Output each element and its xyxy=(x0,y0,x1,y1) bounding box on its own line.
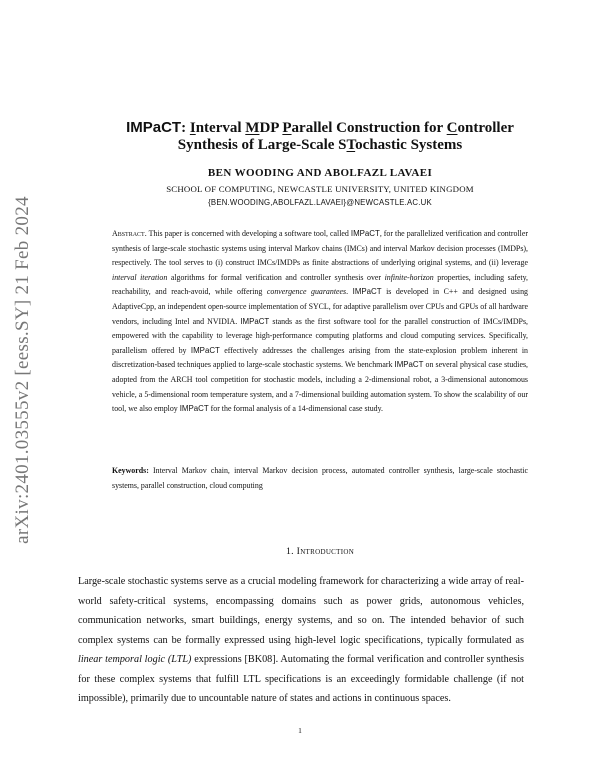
author-affiliation: SCHOOL OF COMPUTING, NEWCASTLE UNIVERSITY, UNITED KINGDOM xyxy=(166,184,474,194)
abstract-emphasis: convergence guarantees xyxy=(266,287,347,297)
abstract-label: Abstract. xyxy=(112,229,147,238)
body-text: expressions [BK08]. Automating the formal verification and controller synthesis for these complex systems that fulfill LTL specifications is an exceedingly formidable challenge (if not impossible), primarily due to uncountable nature of states and actions in continuous spaces. xyxy=(78,654,524,704)
keywords-label: Keywords: xyxy=(112,466,149,475)
abstract-text: effectively addresses the challenges arising from the state-explosion problem inherent in discretization-based techniques applied to large-scale stochastic systems. We benchmark xyxy=(112,345,528,370)
title-acronym-letter: M xyxy=(245,120,260,136)
abstract-text: . xyxy=(346,287,353,297)
title-part: nterval xyxy=(195,120,246,136)
abstract-text: is developed in C++ and designed using AdaptiveCpp, an independent open-source implementation of SYCL, for adaptive parallelism over CPUs and GPUs of all hardware vendors, including Intel and NVIDIA. xyxy=(112,287,528,326)
title-part: ontroller xyxy=(457,120,514,136)
tool-name: IMPaCT xyxy=(179,404,209,414)
title-acronym-letter: P xyxy=(282,120,292,136)
section-number: 1. xyxy=(285,546,297,557)
abstract-emphasis: interval iteration xyxy=(112,272,168,282)
abstract-text: This paper is concerned with developing a software tool, called xyxy=(146,229,351,238)
section-title: Introduction xyxy=(296,546,355,557)
page-number: 1 xyxy=(298,726,302,735)
arxiv-identifier-stamp xyxy=(8,180,38,560)
body-emphasis: linear temporal logic (LTL) xyxy=(78,654,192,665)
abstract-text: algorithms for formal verification and controller synthesis over xyxy=(167,272,385,282)
title-part: arallel Construction for xyxy=(291,120,447,136)
keywords xyxy=(112,464,528,493)
abstract-text: stands as the first software tool for the parallel construction of IMCs/IMDPs, empowered with the capability to leverage high-performance computing platforms and cloud computing services. Specifically, parallelism offered by xyxy=(112,316,528,355)
section-heading-introduction xyxy=(60,546,580,557)
title-acronym-letter: I xyxy=(189,120,196,136)
keywords-text: Interval Markov chain, interval Markov decision process, automated controller synthesis, large-scale stochastic systems, parallel construction, cloud computing xyxy=(112,466,528,490)
tool-name: IMPaCT xyxy=(394,360,424,370)
abstract xyxy=(112,227,528,417)
body-text: Large-scale stochastic systems serve as a crucial modeling framework for characterizing a wide array of real-world safety-critical systems, encompassing domains such as power grids, autonomous vehicles, communication networks, smart buildings, energy systems, and so on. The intended behavior of such complex systems can be formally expressed using high-level logic specifications, typically formulated as xyxy=(78,576,524,646)
abstract-text: properties, including safety, reachability, and reach-avoid, while offering xyxy=(112,272,528,297)
abstract-text: for the formal analysis of a 14-dimensional case study. xyxy=(208,404,384,414)
abstract-text: on several physical case studies, adopted from the ARCH tool competition for stochastic models, including a 2-dimensional robot, a 3-dimensional autonomous vehicle, a 5-dimensional room temperature system, and a 7-dimensional building automation system. To show the scalability of our tool, we also employ xyxy=(112,360,528,414)
title-part: DP xyxy=(259,120,283,136)
tool-name: IMPaCT xyxy=(240,316,270,326)
tool-name: IMPaCT xyxy=(352,287,382,297)
title-part: ochastic Systems xyxy=(355,137,463,153)
paper-title xyxy=(100,119,540,154)
tool-name: IMPaCT xyxy=(190,345,220,355)
title-part: Synthesis of Large-Scale S xyxy=(177,137,347,153)
abstract-emphasis: infinite-horizon xyxy=(384,272,434,282)
abstract-text: , for the parallelized verification and controller synthesis of large-scale stochastic systems using interval Markov chains (IMCs) and interval Markov decision processes (IMDPs), respectively. The tool serves to (i) construct IMCs/IMDPs as finite abstractions of underlying original systems, and (ii) leverage xyxy=(112,229,528,268)
arxiv-identifier-text: arXiv:2401.03555v2 [eess.SY] 21 Feb 2024 xyxy=(12,196,34,544)
tool-name: IMPaCT xyxy=(350,229,380,238)
title-acronym-letter: C xyxy=(446,120,458,136)
introduction-paragraph xyxy=(78,572,524,709)
title-tool-name: IMPaCT xyxy=(126,119,182,136)
author-email: {BEN.WOODING,ABOLFAZL.LAVAEI}@NEWCASTLE.AC.UK xyxy=(208,198,432,207)
title-acronym-letter: T xyxy=(346,137,356,153)
author-list: BEN WOODING AND ABOLFAZL LAVAEI xyxy=(207,167,433,179)
title-part: : xyxy=(181,120,190,136)
